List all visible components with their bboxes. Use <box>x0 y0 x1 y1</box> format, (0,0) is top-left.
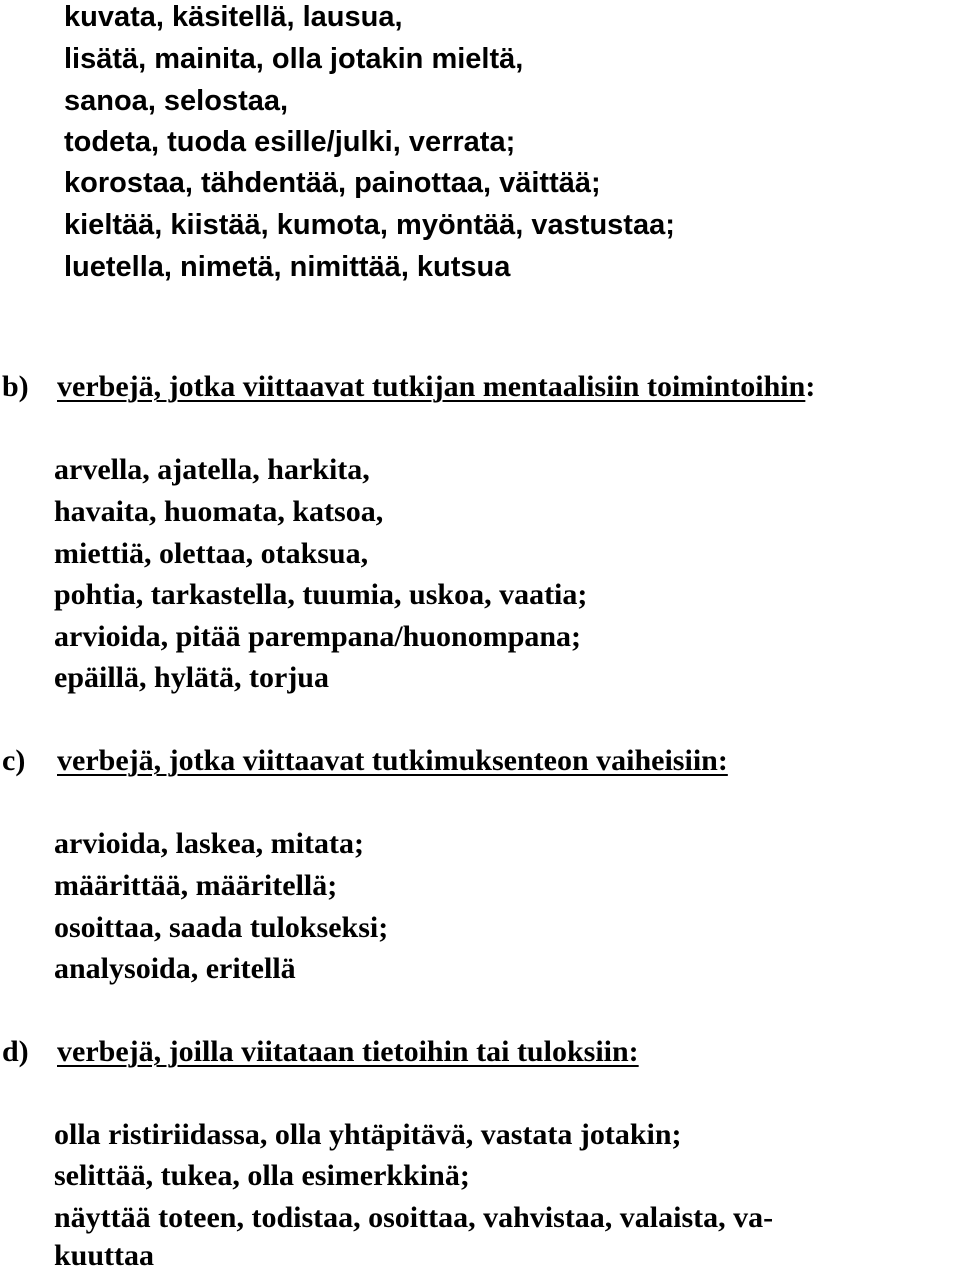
list-item: määrittää, määritellä; <box>54 869 338 902</box>
list-item: kuuttaa <box>54 1239 155 1272</box>
list-item: pohtia, tarkastella, tuumia, uskoa, vaatia; <box>54 578 588 611</box>
section-heading: verbejä, jotka viittaavat tutkijan mentaalisiin toimintoihin <box>57 370 806 403</box>
section-heading-row <box>57 746 728 776</box>
list-item: analysoida, eritellä <box>54 952 296 985</box>
section-heading-row <box>57 372 815 402</box>
section-heading: verbejä, jotka viittaavat tutkimuksenteon vaiheisiin: <box>57 744 728 777</box>
intro-line: korostaa, tähdentää, painottaa, väittää; <box>64 167 601 199</box>
section-heading: verbejä, joilla viitataan tietoihin tai tuloksiin: <box>57 1035 639 1068</box>
intro-line: todeta, tuoda esille/julki, verrata; <box>64 126 516 158</box>
intro-line: luetella, nimetä, nimittää, kutsua <box>64 251 511 283</box>
intro-line: sanoa, selostaa, <box>64 85 289 117</box>
section-letter: b) <box>2 370 29 403</box>
list-item: osoittaa, saada tulokseksi; <box>54 911 389 944</box>
intro-line: kuvata, käsitellä, lausua, <box>64 1 403 33</box>
intro-line: kieltää, kiistää, kumota, myöntää, vastustaa; <box>64 209 675 241</box>
list-item: selittää, tukea, olla esimerkkinä; <box>54 1159 470 1192</box>
list-item: epäillä, hylätä, torjua <box>54 661 329 694</box>
section-heading-tail: : <box>805 370 816 403</box>
list-item: näyttää toteen, todistaa, osoittaa, vahvistaa, valaista, va- <box>54 1201 774 1234</box>
section-letter: d) <box>2 1035 29 1068</box>
list-item: miettiä, olettaa, otaksua, <box>54 537 369 570</box>
list-item: arvella, ajatella, harkita, <box>54 453 370 486</box>
list-item: olla ristiriidassa, olla yhtäpitävä, vastata jotakin; <box>54 1118 682 1151</box>
list-item: havaita, huomata, katsoa, <box>54 495 384 528</box>
list-item: arvioida, pitää parempana/huonompana; <box>54 620 582 653</box>
intro-line: lisätä, mainita, olla jotakin mieltä, <box>64 43 524 75</box>
section-heading-row <box>57 1037 639 1067</box>
section-letter: c) <box>2 744 26 777</box>
list-item: arvioida, laskea, mitata; <box>54 827 364 860</box>
